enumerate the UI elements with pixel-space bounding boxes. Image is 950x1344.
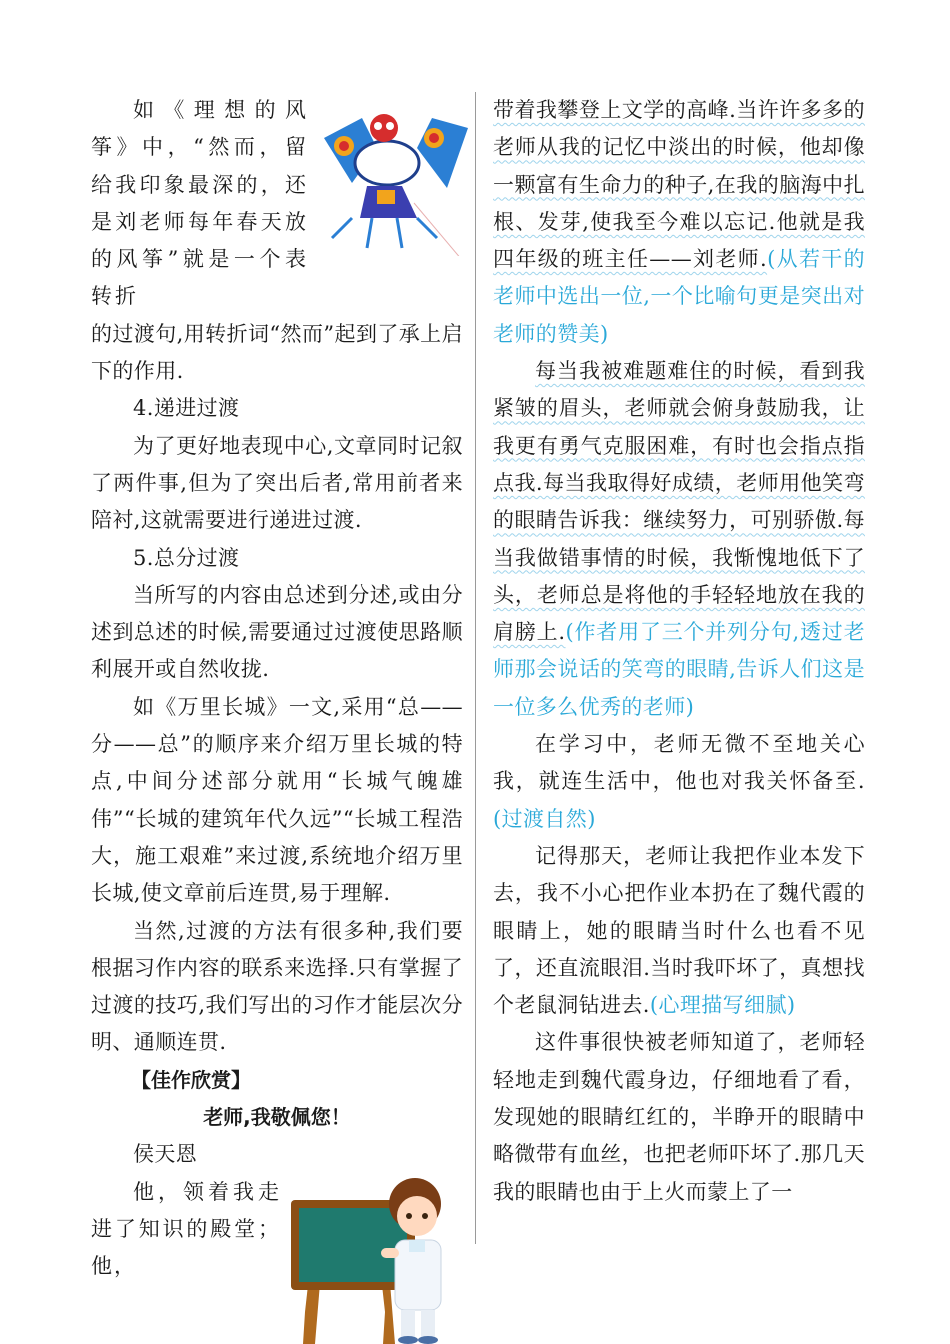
paragraph-general-specific-transition: 当所写的内容由总述到分述,或由分述到总述的时候,需要通过过渡使思路顺利展开或自然收拢.	[91, 582, 463, 682]
right-column	[493, 92, 865, 1211]
paragraph-example-transition-cont: 的过渡句,用转折词“然而”起到了承上启下的作用.	[91, 321, 463, 384]
annotation-1: (从若干的老师中选出一位,一个比喻句更是突出对老师的赞美)	[493, 247, 865, 346]
essay-author: 侯天恩	[133, 1142, 198, 1167]
paragraph-conclusion: 当然,过渡的方法有很多种,我们要根据习作内容的联系来选择.只有掌握了过渡的技巧,我们写出的习作才能层次分明、通顺连贯.	[91, 918, 463, 1055]
annotation-3: (过渡自然)	[493, 806, 596, 831]
annotation-2: (作者用了三个并列分句,透过老师那会说话的笑弯的眼睛,告诉人们这是一位多么优秀的老师)	[493, 620, 865, 719]
essay-title: 老师,我敬佩您！	[203, 1105, 351, 1130]
paragraph-example-transition: 如《理想的风筝》中，“然而，留给我印象最深的，还是刘老师每年春天放的风筝”就是一个表转折	[91, 98, 309, 309]
column-divider	[475, 92, 476, 1244]
essay-text-2: 每当我被难题难住的时候，看到我紧皱的眉头，老师就会俯身鼓励我，让我更有勇气克服困难，有时也会指点指点我.每当我取得好成绩，老师用他笑弯的眼睛告诉我：继续努力，可别骄傲.每当我做错事情的时候，我惭愧地低下了头，老师总是将他的手轻轻地放在我的肩膀上.	[493, 359, 865, 645]
heading-progressive-transition: 4.递进过渡	[133, 396, 240, 421]
essay-text-3: 在学习中，老师无微不至地关心我，就连生活中，他也对我关怀备至.	[493, 732, 865, 794]
essay-text-1: 带着我攀登上文学的高峰.当许许多多的老师从我的记忆中淡出的时候，他却像一颗富有生命力的种子,在我的脑海中扎根、发芽,使我至今难以忘记.他就是我四年级的班主任——刘老师.	[493, 98, 865, 272]
essay-paragraph-5	[493, 1024, 865, 1210]
essay-text-4: 记得那天，老师让我把作业本发下去，我不小心把作业本扔在了魏代霞的眼睛上，她的眼睛当时什么也看不见了，还直流眼泪.当时我吓坏了，真想找个老鼠洞钻进去.	[493, 843, 865, 1018]
essay-paragraph-2	[493, 353, 865, 726]
paragraph-great-wall-example: 如《万里长城》一文,采用“总——分——总”的顺序来介绍万里长城的特点,中间分述部分就用“长城气魄雄伟”“长城的建筑年代久远”“长城工程浩大，施工艰难”来过渡,系统地介绍万里长城,使文章前后连贯,易于理解.	[91, 694, 463, 906]
essay-text-5: 这件事很快被老师知道了，老师轻轻地走到魏代霞身边，仔细地看了看，发现她的眼睛红红的，半睁开的眼睛中略微带有血丝，也把老师吓坏了.那几天我的眼睛也由于上火而蒙上了一	[493, 1030, 865, 1204]
essay-paragraph-1	[493, 92, 865, 353]
section-heading: 【佳作欣赏】	[131, 1067, 251, 1092]
heading-general-specific-transition: 5.总分过渡	[133, 545, 240, 570]
paragraph-progressive-transition: 为了更好地表现中心,文章同时记叙了两件事,但为了突出后者,常用前者来陪衬,这就需要进行递进过渡.	[91, 433, 463, 533]
essay-paragraph-4	[493, 838, 865, 1024]
annotation-4: (心理描写细腻)	[649, 993, 796, 1018]
left-column	[91, 92, 463, 1286]
essay-paragraph-start: 他，领着我走进了知识的殿堂；他，	[91, 1179, 281, 1279]
essay-paragraph-3	[493, 726, 865, 838]
